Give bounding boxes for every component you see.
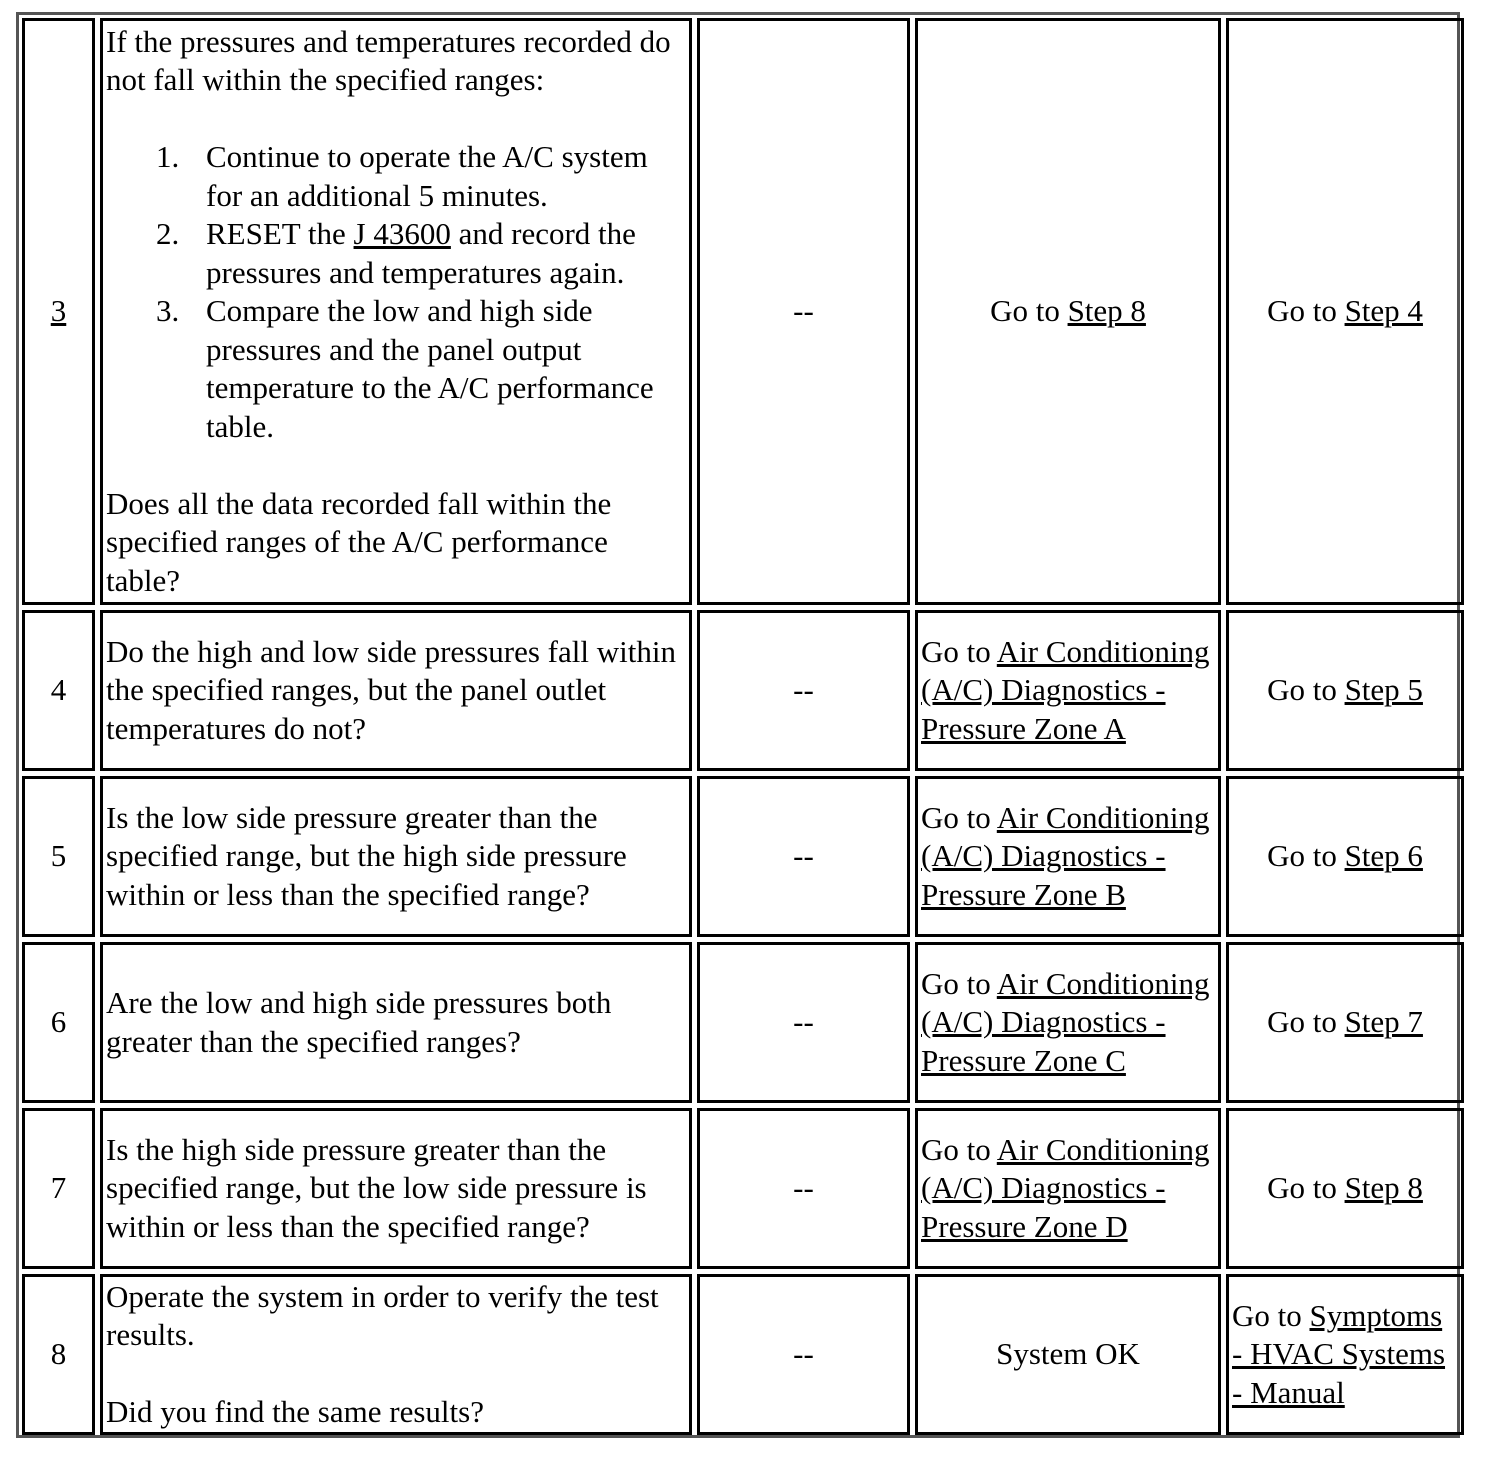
no-cell: Go to Step 5 [1226, 610, 1464, 771]
yes-link[interactable]: Air Conditioning (A/C) Diagnostics - Pressure Zone B [921, 799, 1210, 912]
step-cell: 7 [22, 1108, 95, 1269]
value-cell: -- [697, 942, 910, 1103]
action-question: Is the high side pressure greater than the specified range, but the low side pressure is within or less than the specified range? [100, 1108, 692, 1269]
step-cell: 6 [22, 942, 95, 1103]
action-cell [100, 1274, 692, 1435]
action-question: Did you find the same results? [106, 1394, 484, 1429]
action-question: Is the low side pressure greater than the specified range, but the high side pressure within or less than the specified range? [100, 776, 692, 937]
yes-cell: Go to Step 8 [915, 18, 1221, 605]
value-cell: -- [697, 1108, 910, 1269]
diagnostic-table [17, 13, 1469, 1440]
value-cell: -- [697, 776, 910, 937]
no-cell: Go to Step 7 [1226, 942, 1464, 1103]
value-cell: -- [697, 1274, 910, 1435]
yes-link[interactable]: Air Conditioning (A/C) Diagnostics - Pressure Zone A [921, 633, 1210, 746]
action-cell [100, 18, 692, 605]
action-list [106, 138, 686, 446]
action-question: Does all the data recorded fall within the specified ranges of the A/C performance table? [106, 485, 612, 598]
table-row [22, 18, 1464, 605]
no-link[interactable]: Step 6 [1344, 838, 1423, 874]
step-cell: 4 [22, 610, 95, 771]
step-link[interactable]: 3 [50, 293, 67, 329]
yes-cell: Go to Air Conditioning (A/C) Diagnostics - Pressure Zone D [915, 1108, 1221, 1269]
no-link[interactable]: Symptoms - HVAC Systems - Manual [1232, 1297, 1446, 1410]
action-question: Do the high and low side pressures fall within the specified ranges, but the panel outlet temperatures do not? [100, 610, 692, 771]
table-row [22, 1274, 1464, 1435]
value-cell: -- [697, 610, 910, 771]
action-intro: Operate the system in order to verify the test results. [106, 1278, 659, 1352]
step-cell: 5 [22, 776, 95, 937]
no-cell: Go to Step 6 [1226, 776, 1464, 937]
no-cell: Go to Step 4 [1226, 18, 1464, 605]
no-cell: Go to Symptoms - HVAC Systems - Manual [1226, 1274, 1464, 1435]
step-cell [22, 18, 95, 605]
yes-cell: Go to Air Conditioning (A/C) Diagnostics - Pressure Zone C [915, 942, 1221, 1103]
table-row [22, 610, 1464, 771]
list-item: 3. Compare the low and high side pressures and the panel output temperature to the A/C performance table. [156, 293, 654, 444]
table-row [22, 942, 1464, 1103]
yes-cell: Go to Air Conditioning (A/C) Diagnostics - Pressure Zone A [915, 610, 1221, 771]
list-item: 2. RESET the J 43600 and record the pressures and temperatures again. [156, 216, 636, 290]
no-link[interactable]: Step 5 [1344, 672, 1423, 708]
no-cell: Go to Step 8 [1226, 1108, 1464, 1269]
table-row [22, 776, 1464, 937]
yes-link[interactable]: Air Conditioning (A/C) Diagnostics - Pressure Zone C [921, 965, 1210, 1078]
tool-link-j43600[interactable]: J 43600 [353, 216, 451, 252]
no-link[interactable]: Step 7 [1344, 1004, 1423, 1040]
step-cell: 8 [22, 1274, 95, 1435]
no-link[interactable]: Step 4 [1344, 293, 1423, 329]
yes-link[interactable]: Air Conditioning (A/C) Diagnostics - Pressure Zone D [921, 1131, 1210, 1244]
action-question: Are the low and high side pressures both greater than the specified ranges? [100, 942, 692, 1103]
yes-link[interactable]: Step 8 [1067, 293, 1146, 329]
yes-cell: System OK [915, 1274, 1221, 1435]
action-intro: If the pressures and temperatures recorded do not fall within the specified ranges: [106, 23, 671, 98]
list-item: 1. Continue to operate the A/C system for an additional 5 minutes. [156, 139, 648, 213]
no-link[interactable]: Step 8 [1344, 1170, 1423, 1206]
table-row [22, 1108, 1464, 1269]
value-cell: -- [697, 18, 910, 605]
yes-cell: Go to Air Conditioning (A/C) Diagnostics - Pressure Zone B [915, 776, 1221, 937]
